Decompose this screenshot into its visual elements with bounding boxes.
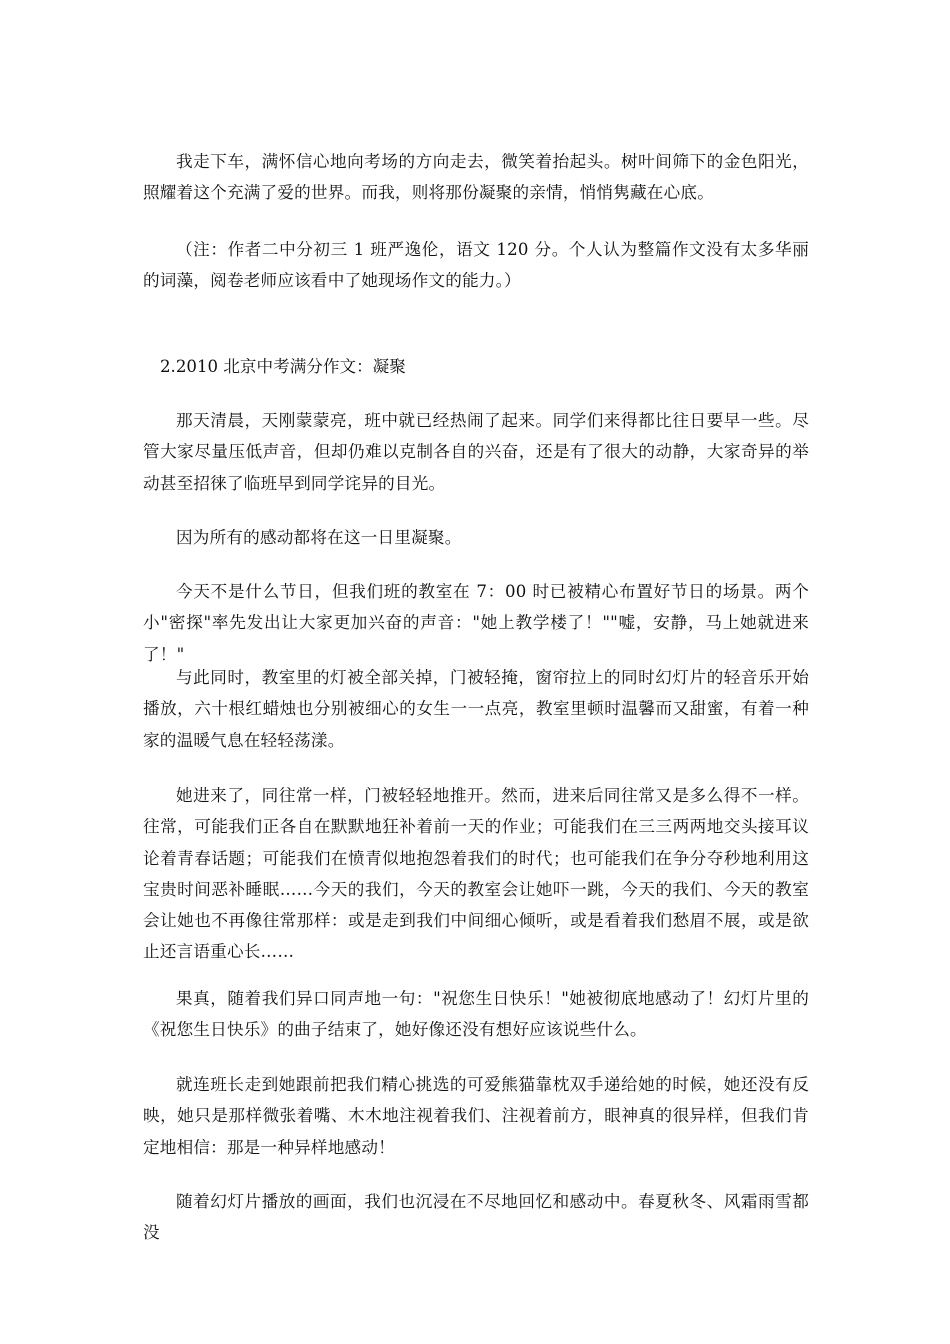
paragraph-author-note: （注：作者二中分初三 1 班严逸伦，语文 120 分。个人认为整篇作文没有太多华丽的词藻，阅卷老师应该看中了她现场作文的能力。） xyxy=(143,240,809,291)
paragraph-birthday: 果真，随着我们异口同声地一句："祝您生日快乐！"她被彻底地感动了！幻灯片里的《祝您生日快乐》的曲子结束了，她好像还没有想好应该说些什么。 xyxy=(143,989,809,1040)
paragraph-lights: 与此同时，教室里的灯被全部关掉，门被轻掩，窗帘拉上的同时幻灯片的轻音乐开始播放，六十根红蜡烛也分别被细心的女生一一点亮，教室里顿时温馨而又甜蜜，有着一种家的温暖气息在轻轻荡漾。 xyxy=(143,668,809,750)
paragraph-slideshow: 随着幻灯片播放的画面，我们也沉浸在不尽地回忆和感动中。春夏秋冬、风霜雨雪都没 xyxy=(143,1192,809,1243)
paragraph-classroom: 今天不是什么节日，但我们班的教室在 7：00 时已被精心布置好节日的场景。两个小"密探"率先发出让大家更加兴奋的声音："她上教学楼了！""嘘，安静，马上她就进来了！" xyxy=(143,582,809,664)
section-heading: 2.2010 北京中考满分作文：凝聚 xyxy=(160,357,406,376)
paragraph-she-enters: 她进来了，同往常一样，门被轻轻地推开。然而，进来后同往常又是多么得不一样。往常，可能我们正各自在默默地狂补着前一天的作业；可能我们在三三两两地交头接耳议论着青春话题；可能我们在愤青似地抱怨着我们的时代；也可能我们在争分夺秒地利用这宝贵时间恶补睡眠……今天的我们，今天的教室会让她吓一跳，今天的我们、今天的教室会让她也不再像往常那样：或是走到我们中间细心倾听，或是看着我们愁眉不展，或是欲止还言语重心长…… xyxy=(143,786,809,962)
paragraph-morning: 那天清晨，天刚蒙蒙亮，班中就已经热闹了起来。同学们来得都比往日要早一些。尽管大家尽量压低声音，但却仍难以克制各自的兴奋，还是有了很大的动静，大家奇异的举动甚至招徕了临班早到同学诧异的目光。 xyxy=(143,411,809,493)
paragraph-monitor: 就连班长走到她跟前把我们精心挑选的可爱熊猫靠枕双手递给她的时候，她还没有反映，她只是那样微张着嘴、木木地注视着我们、注视着前方，眼神真的很异样，但我们肯定地相信：那是一种异样地感动！ xyxy=(143,1075,809,1157)
paragraph-exam-walk: 我走下车，满怀信心地向考场的方向走去，微笑着抬起头。树叶间筛下的金色阳光，照耀着这个充满了爱的世界。而我，则将那份凝聚的亲情，悄悄隽藏在心底。 xyxy=(143,152,809,203)
paragraph-gather: 因为所有的感动都将在这一日里凝聚。 xyxy=(176,528,462,547)
